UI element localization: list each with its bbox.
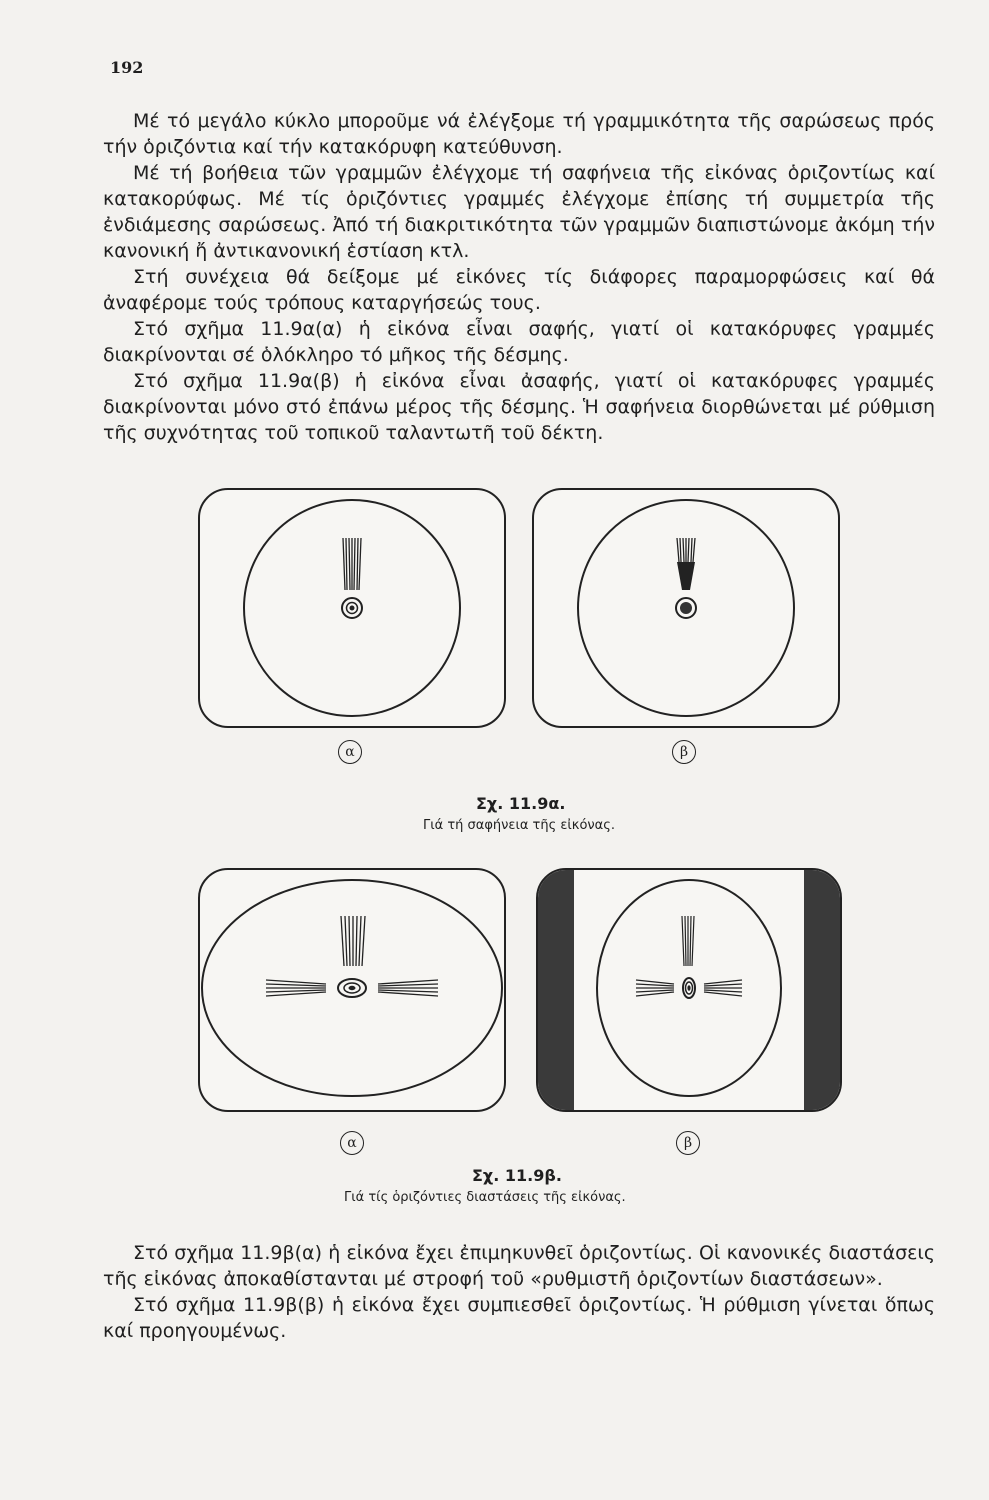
figure-b-beta: [536, 868, 842, 1112]
figure-a-beta: [532, 488, 840, 728]
page-number: 192: [110, 58, 144, 77]
paragraph: Στή συνέχεια θά δείξομε μέ εἰκόνες τίς διάφορες παραμορφώσεις καί θά ἀναφέρομε τούς τρόπους καταργήσεώς τους.: [103, 266, 935, 314]
paragraph: Στό σχῆμα 11.9β(α) ἡ εἰκόνα ἔχει ἐπιμηκυνθεῖ ὁριζοντίως. Οἱ κανονικές διαστάσεις τῆς εἰκόνας ἀποκαθίστανται μέ στροφή τοῦ «ρυθμιστῆ ὁριζοντίων διαστάσεων».: [103, 1242, 935, 1290]
figure-a-title: Σχ. 11.9α.: [476, 794, 566, 813]
figure-b-label-beta: β: [676, 1131, 700, 1155]
figure-b-alpha: [198, 868, 506, 1112]
paragraph: Στό σχῆμα 11.9α(β) ἡ εἰκόνα εἶναι ἀσαφής, γιατί οἱ κατακόρυφες γραμμές διακρίνονται μόνο στό ἐπάνω μέρος τῆς δέσμης. Ἡ σαφήνεια διορθώνεται μέ ρύθμιση τῆς συχνότητας τοῦ τοπικοῦ ταλαντωτῆ τοῦ δέκτη.: [103, 370, 935, 444]
test-pattern-blurred: [534, 490, 838, 726]
paragraph: Στό σχῆμα 11.9α(α) ἡ εἰκόνα εἶναι σαφής, γιατί οἱ κατακόρυφες γραμμές διακρίνονται σέ ὁλόκληρο τό μῆκος τῆς δέσμης.: [103, 318, 935, 366]
figure-a-subtitle: Γιά τή σαφήνεια τῆς εἰκόνας.: [423, 818, 616, 833]
figure-b-title: Σχ. 11.9β.: [472, 1166, 562, 1185]
figure-b-label-alpha: α: [340, 1131, 364, 1155]
test-pattern-compressed: [538, 870, 840, 1110]
test-pattern-sharp: [200, 490, 504, 726]
paragraph: Μέ τή βοήθεια τῶν γραμμῶν ἐλέγχομε τή σαφήνεια τῆς εἰκόνας ὁριζοντίως καί κατακορύφως. Μέ τίς ὁριζόντιες γραμμές ἐλέγχομε ἐπίσης τή συμμετρία τῆς ἐνδιάμεσης σαρώσεως. Ἀπό τή διακριτικότητα τῶν γραμμῶν διαπιστώνομε ἀκόμη τήν κανονική ἤ ἀντικανονική ἑστίαση κτλ.: [103, 162, 935, 262]
figure-a-alpha: [198, 488, 506, 728]
figure-a-label-alpha: α: [338, 740, 362, 764]
test-pattern-stretched: [200, 870, 504, 1110]
bottom-text: [103, 1240, 935, 1344]
paragraph: Μέ τό μεγάλο κύκλο μποροῦμε νά ἐλέγξομε τή γραμμικότητα τῆς σαρώσεως πρός τήν ὁριζόντια καί τήν κατακόρυφη κατεύθυνση.: [103, 110, 935, 158]
figure-b-subtitle: Γιά τίς ὁριζόντιες διαστάσεις τῆς εἰκόνας.: [344, 1190, 626, 1205]
top-text: [103, 108, 935, 446]
paragraph: Στό σχῆμα 11.9β(β) ἡ εἰκόνα ἔχει συμπιεσθεῖ ὁριζοντίως. Ἡ ρύθμιση γίνεται ὅπως καί προηγουμένως.: [103, 1294, 935, 1342]
figure-a-label-beta: β: [672, 740, 696, 764]
